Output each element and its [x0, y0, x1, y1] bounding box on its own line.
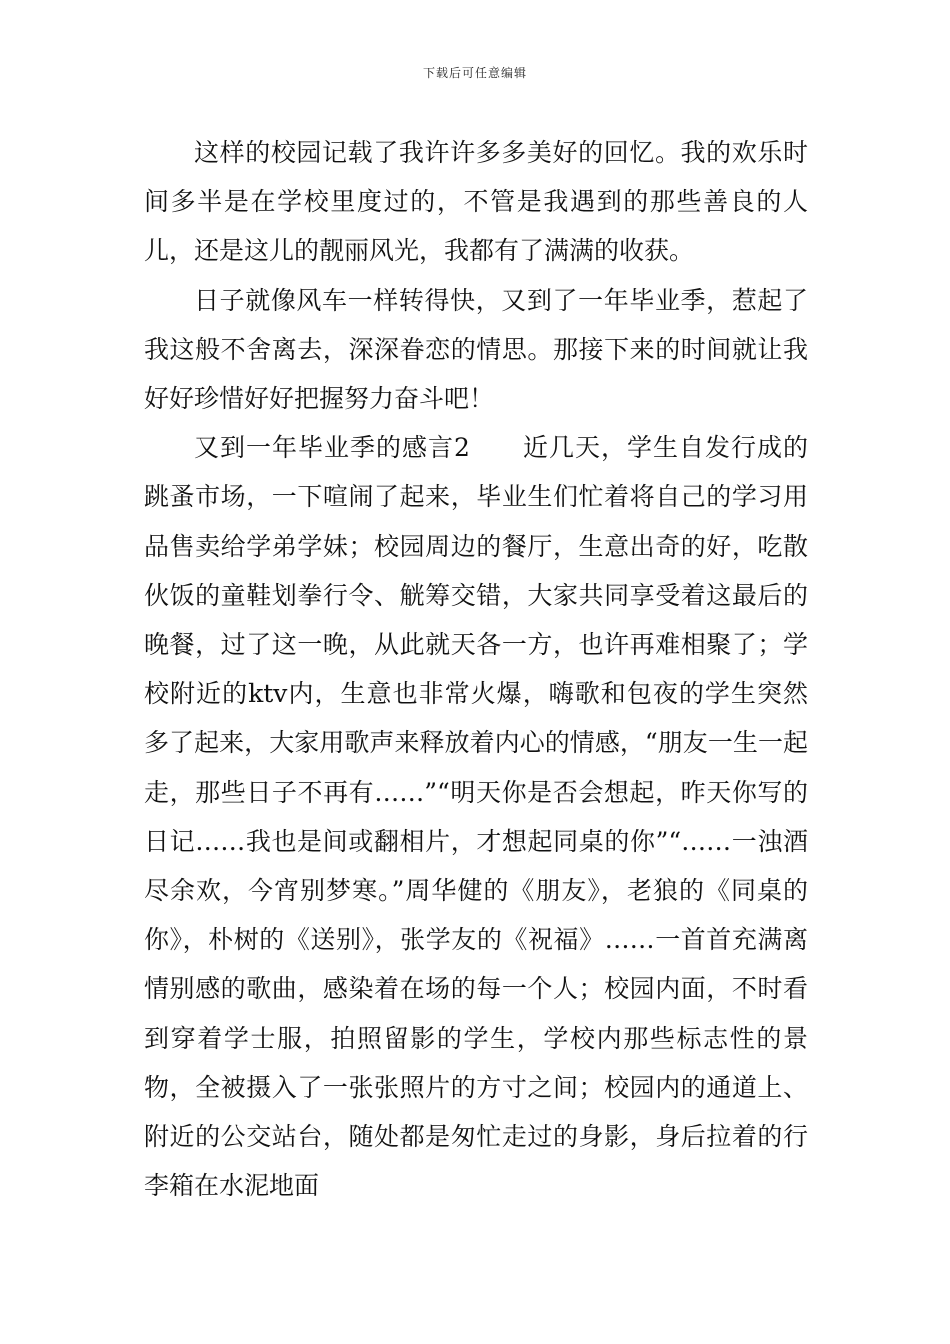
paragraph-2: 日子就像风车一样转得快，又到了一年毕业季，惹起了我这般不舍离去，深深眷恋的情思。那接下来的时间就让我好好珍惜好好把握努力奋斗吧！: [144, 285, 808, 414]
paragraph-3: 又到一年毕业季的感言2 近几天，学生自发行成的跳蚤市场，一下喧闹了起来，毕业生们忙着将自己的学习用品售卖给学弟学妹；校园周边的餐厅，生意出奇的好，吃散伙饭的童鞋划拳行令、觥筹交错，大家共同享受着这最后的晚餐，过了这一晚，从此就天各一方，也许再难相聚了；学校附近的ktv内，生意也非常火爆，嗨歌和包夜的学生突然多了起来，大家用歌声来释放着内心的情感，“朋友一生一起走，那些日子不再有……”“明天你是否会想起，昨天你写的日记……我也是间或翻相片，才想起同桌的你”“……一浊酒尽余欢，今宵别梦寒。”周华健的《朋友》，老狼的《同桌的你》，朴树的《送别》，张学友的《祝福》……一首首充满离情别感的歌曲，感染着在场的每一个人；校园内面，不时看到穿着学士服，拍照留影的学生，学校内那些标志性的景物，全被摄入了一张张照片的方寸之间；校园内的通道上、附近的公交站台，随处都是匆忙走过的身影，身后拉着的行李箱在水泥地面: [144, 433, 808, 1201]
paragraph-1: 这样的校园记载了我许许多多美好的回忆。我的欢乐时间多半是在学校里度过的，不管是我遇到的那些善良的人儿，还是这儿的靓丽风光，我都有了满满的收获。: [144, 138, 808, 266]
page-header: 下载后可任意编辑: [422, 66, 527, 80]
document-body: [144, 128, 808, 1210]
